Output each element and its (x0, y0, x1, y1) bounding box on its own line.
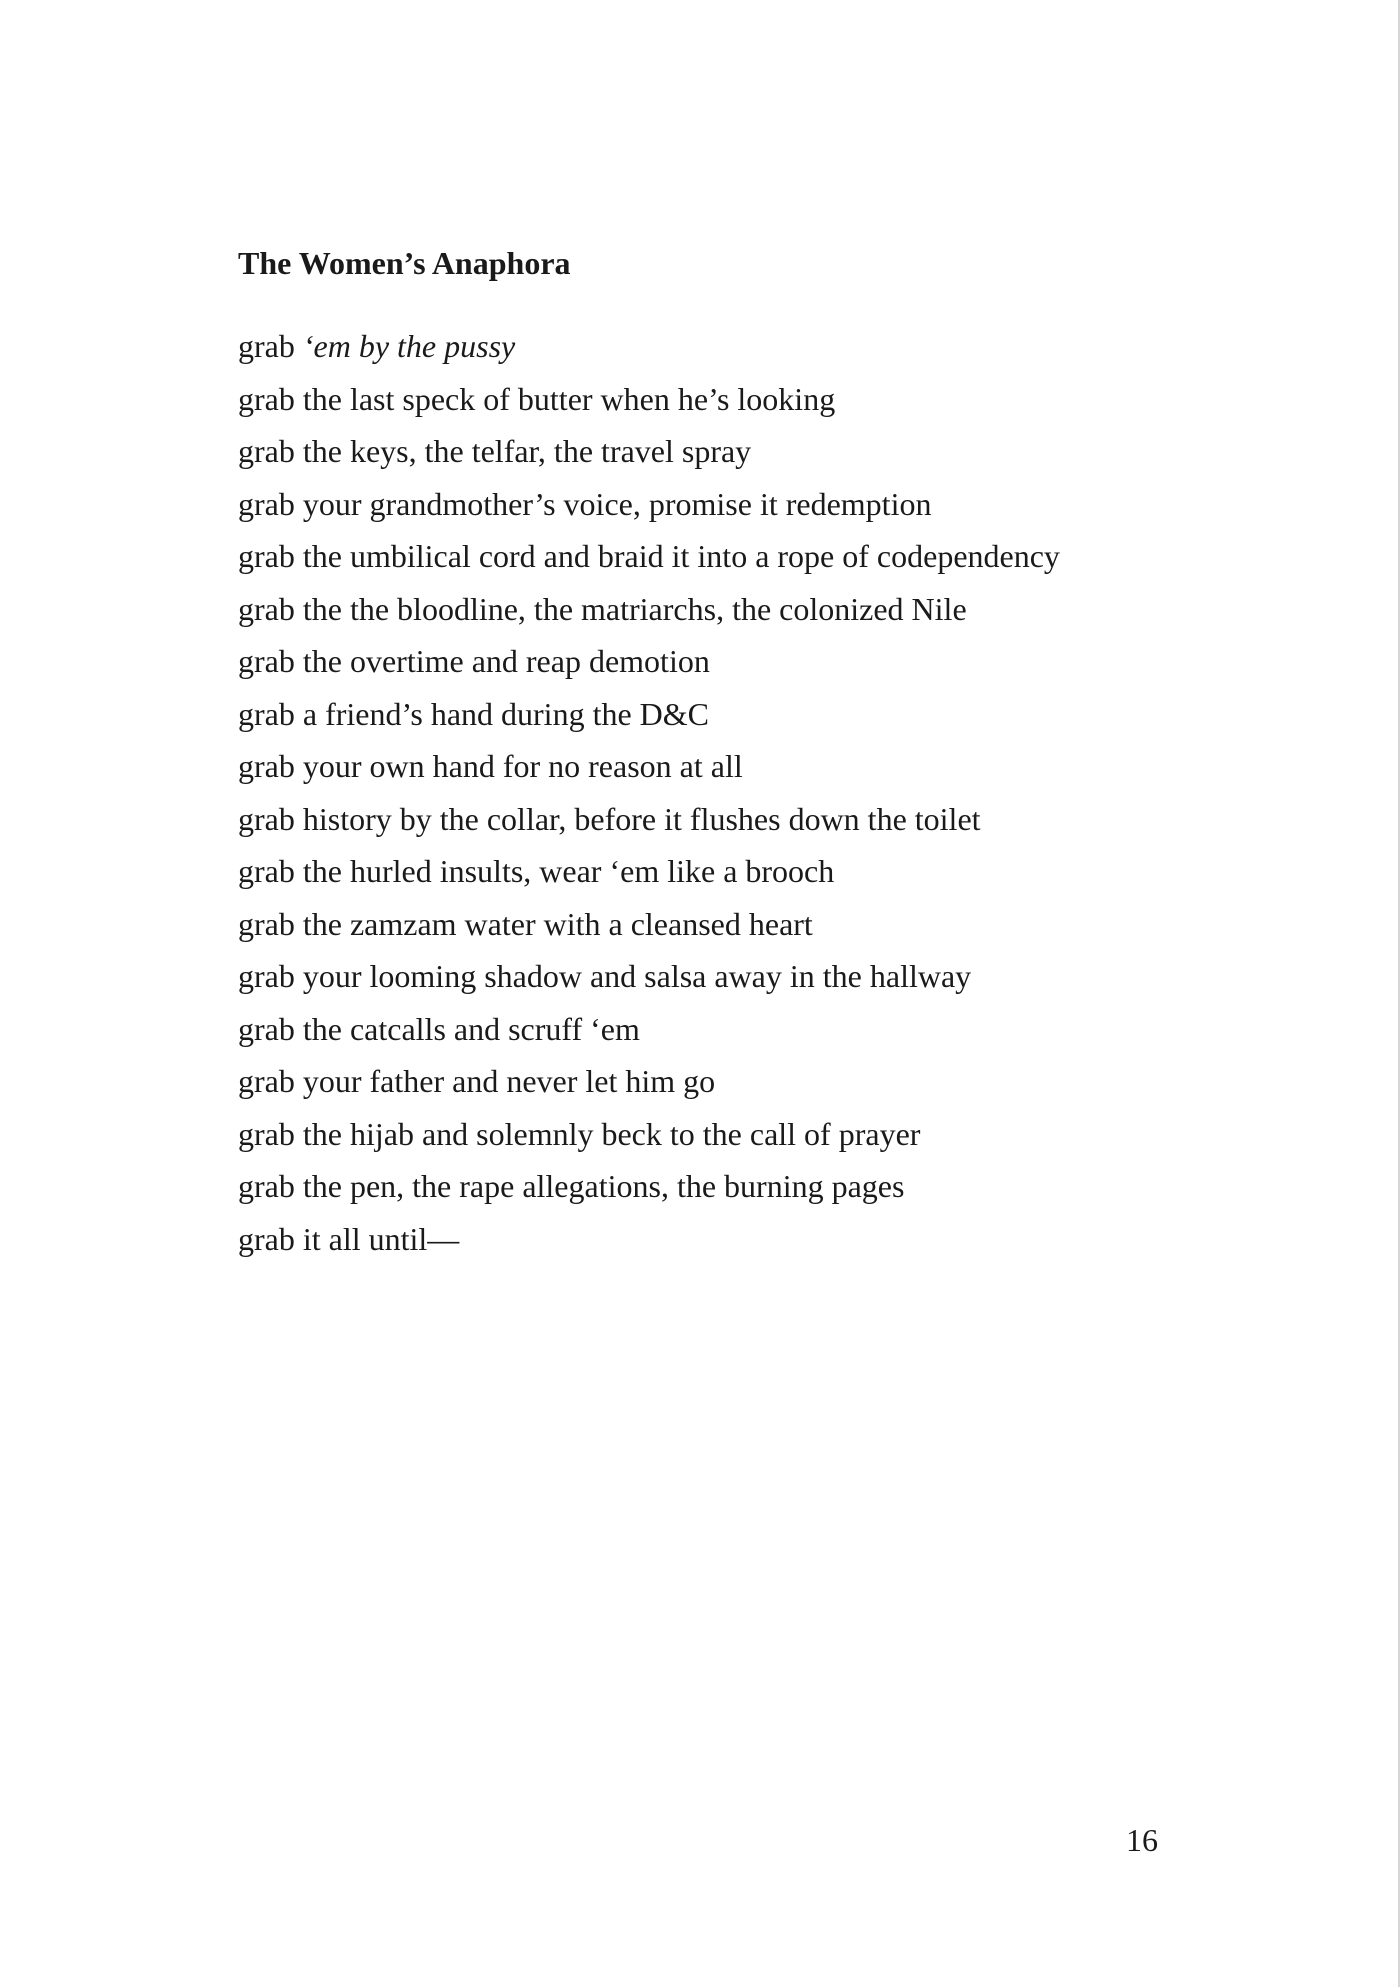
poem-line: grab your grandmother’s voice, promise it redemption (238, 485, 932, 522)
poem-line: grab the catcalls and scruff ‘em (238, 1010, 640, 1047)
poem-line: grab history by the collar, before it flushes down the toilet (238, 800, 981, 837)
poem-line: grab the keys, the telfar, the travel spray (238, 433, 752, 469)
page-number: 16 (1126, 1822, 1158, 1858)
poem-line: grab your own hand for no reason at all (238, 748, 743, 784)
poem-line: grab the the bloodline, the matriarchs, the colonized Nile (238, 590, 967, 627)
poem-line: grab the last speck of butter when he’s looking (238, 380, 836, 417)
poem-line: grab the zamzam water with a cleansed heart (238, 905, 813, 942)
poem-line: grab the hurled insults, wear ‘em like a brooch (238, 853, 835, 889)
poem-body (238, 320, 1060, 1265)
poem-line-plain: grab (238, 328, 303, 364)
poem-line: grab the umbilical cord and braid it into a rope of codependency (238, 538, 1060, 574)
poem-line: grab the pen, the rape allegations, the burning pages (238, 1168, 905, 1204)
poem-line: grab your father and never let him go (238, 1063, 716, 1099)
poem-line (238, 320, 1060, 373)
poem-line: grab it all until— (238, 1220, 460, 1257)
poem-line: grab your looming shadow and salsa away in the hallway (238, 958, 972, 994)
poem-line-italic: ‘em by the pussy (302, 328, 516, 364)
poem-line: grab a friend’s hand during the D&C (238, 695, 709, 732)
poem-line: grab the hijab and solemnly beck to the call of prayer (238, 1115, 921, 1152)
poem-title: The Women’s Anaphora (238, 245, 571, 281)
poem-line: grab the overtime and reap demotion (238, 643, 710, 679)
